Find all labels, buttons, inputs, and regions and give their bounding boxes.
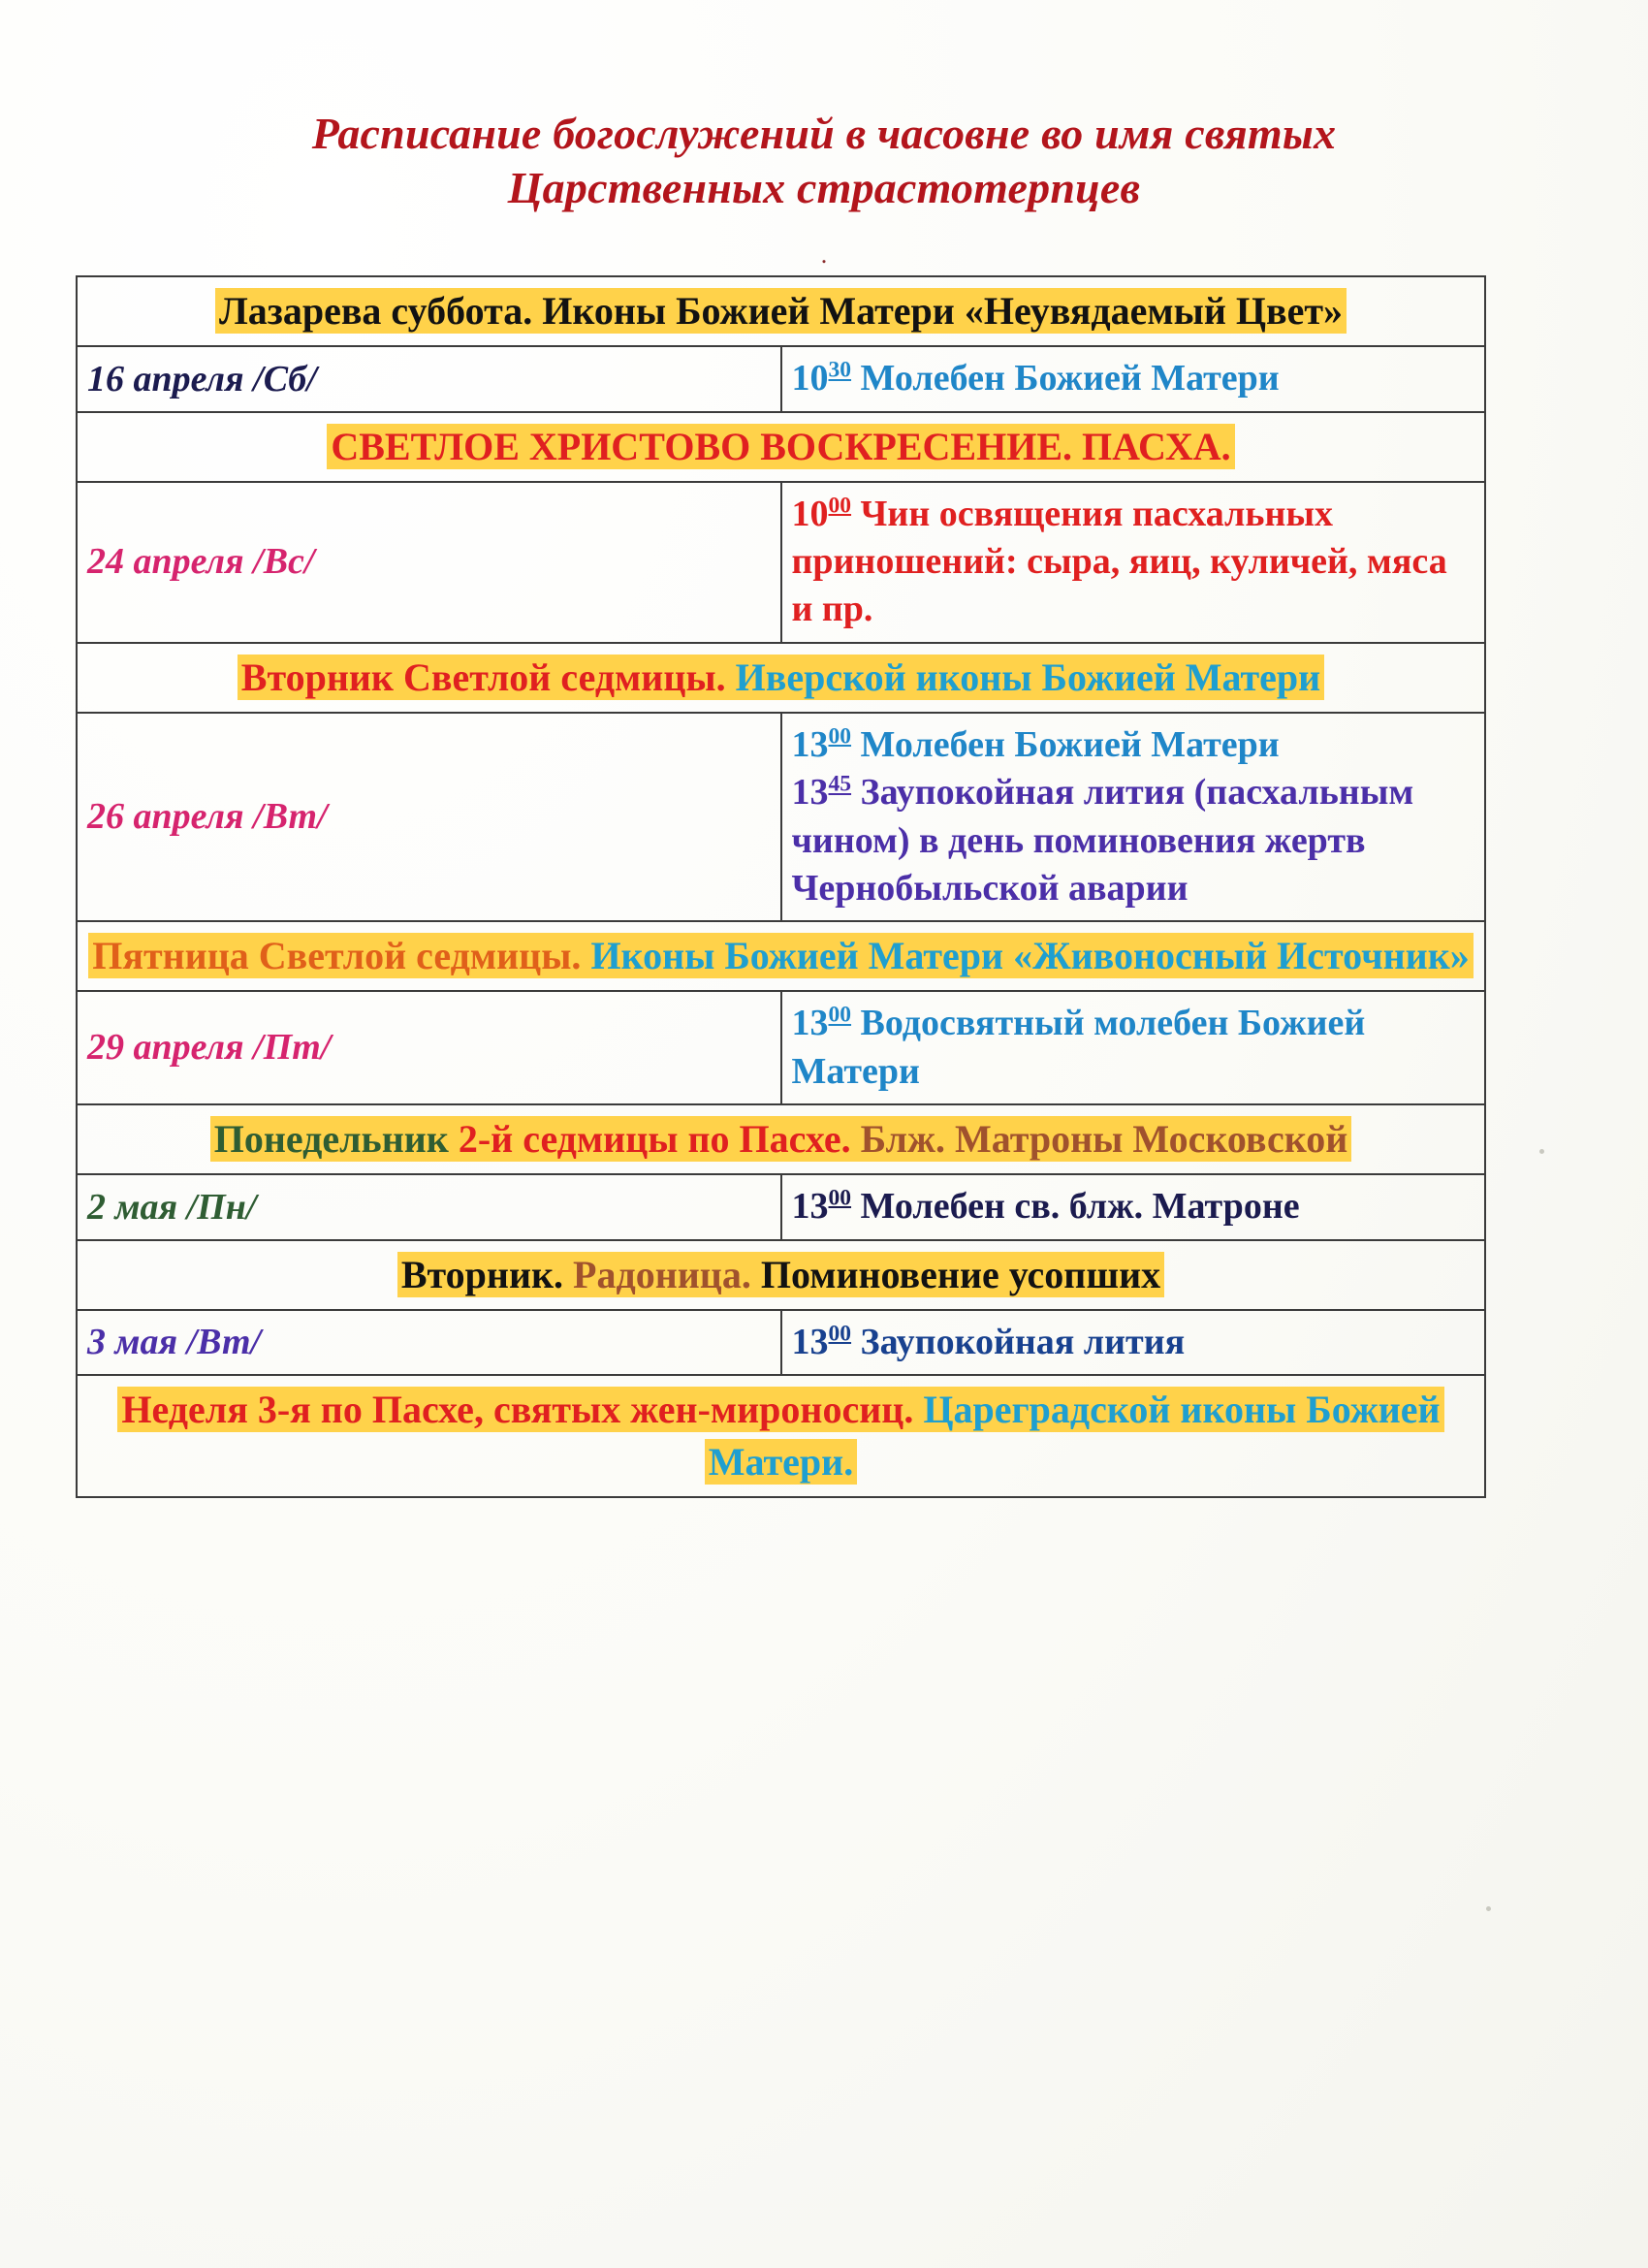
- header-text-part: Лазарева суббота. Иконы Божией Матери: [218, 289, 955, 334]
- highlighted-header-text: [238, 655, 1324, 700]
- event-description: Водосвятный молебен Божией Матери: [791, 1003, 1366, 1092]
- event-time-hour: 10: [791, 493, 829, 534]
- highlighted-header-text: [117, 1387, 1443, 1485]
- schedule-header-row: [77, 276, 1485, 346]
- schedule-event: [792, 491, 1475, 634]
- schedule-header-cell: [77, 412, 1485, 482]
- table-row: [77, 713, 1485, 922]
- event-description: Молебен Божией Матери: [851, 358, 1280, 399]
- schedule-header-row: [77, 412, 1485, 482]
- event-time-minutes: 00: [828, 1002, 852, 1028]
- event-description: Молебен Божией Матери: [851, 723, 1280, 765]
- event-time-minutes: 00: [828, 1185, 852, 1211]
- event-description: Молебен св. блж. Матроне: [851, 1186, 1300, 1228]
- schedule-date-cell: 24 апреля /Вс/: [77, 482, 781, 643]
- schedule-events-cell: [781, 991, 1486, 1104]
- schedule-event: [792, 1000, 1475, 1096]
- schedule-date-cell: 16 апреля /Сб/: [77, 346, 781, 411]
- schedule-event: [792, 721, 1475, 769]
- paper-speck: [1486, 1906, 1491, 1911]
- schedule-table: [76, 275, 1486, 1498]
- schedule-header-row: [77, 643, 1485, 713]
- event-time-hour: 13: [791, 1003, 829, 1044]
- schedule-event: [792, 1183, 1475, 1230]
- event-time-hour: 13: [791, 723, 829, 765]
- schedule-date-cell: 2 мая /Пн/: [77, 1174, 781, 1239]
- schedule-date-cell: 29 апреля /Пт/: [77, 991, 781, 1104]
- header-text-part: Понедельник: [213, 1117, 459, 1162]
- schedule-event: [792, 1319, 1475, 1366]
- schedule-header-row: [77, 921, 1485, 991]
- header-text-part: Поминовение усопших: [760, 1252, 1161, 1296]
- schedule-event: [792, 355, 1475, 402]
- schedule-date-cell: 3 мая /Вт/: [77, 1310, 781, 1375]
- schedule-header-cell: [77, 276, 1485, 346]
- event-time-minutes: 30: [828, 357, 852, 383]
- schedule-event: [792, 769, 1475, 912]
- header-text-part: Блж. Матроны Московской: [860, 1117, 1348, 1162]
- event-time-hour: 10: [791, 358, 829, 399]
- event-time-hour: 13: [791, 1321, 829, 1362]
- highlighted-header-text: [215, 288, 1347, 334]
- event-time-minutes: 00: [828, 1320, 852, 1346]
- event-time-hour: 13: [791, 1186, 829, 1228]
- schedule-events-cell: [781, 1310, 1486, 1375]
- table-row: [77, 1310, 1485, 1375]
- highlighted-header-text: [327, 424, 1234, 469]
- highlighted-header-text: [210, 1116, 1352, 1162]
- table-row: [77, 482, 1485, 643]
- header-text-part: 2-й седмицы по Пасхе.: [458, 1117, 861, 1162]
- schedule-header-row: [77, 1240, 1485, 1310]
- highlighted-header-text: [88, 933, 1474, 978]
- title-line-1: Расписание богослужений в часовне во имя святых: [311, 109, 1337, 158]
- header-text-part: Пятница Светлой седмицы.: [92, 934, 591, 978]
- schedule-header-cell: [77, 1104, 1485, 1174]
- schedule-header-cell: [77, 1240, 1485, 1310]
- schedule-date-cell: 26 апреля /Вт/: [77, 713, 781, 922]
- table-row: [77, 991, 1485, 1104]
- highlighted-header-text: [397, 1252, 1164, 1297]
- header-text-part: Вторник Светлой седмицы.: [240, 655, 736, 699]
- header-text-part: Радоница.: [573, 1252, 761, 1296]
- table-row: [77, 346, 1485, 411]
- schedule-header-cell: [77, 643, 1485, 713]
- event-description: Чин освящения пасхальных приношений: сыра, яиц, куличей, мяса и пр.: [791, 493, 1447, 630]
- event-time-minutes: 00: [828, 492, 852, 518]
- header-text-part: СВЕТЛОЕ ХРИСТОВО ВОСКРЕСЕНИЕ. ПАСХА.: [331, 424, 1231, 468]
- schedule-events-cell: [781, 1174, 1486, 1239]
- schedule-events-cell: [781, 713, 1486, 922]
- event-time-hour: 13: [791, 772, 829, 814]
- header-text-part: Неделя 3-я по Пасхе, святых жен-мироносиц.: [121, 1387, 914, 1431]
- header-text-part: Цареградской иконы Божией Матери.: [708, 1387, 1441, 1484]
- schedule-events-cell: [781, 346, 1486, 411]
- event-description: Заупокойная лития: [851, 1321, 1186, 1362]
- event-description: Заупокойная лития (пасхальным чином) в день поминовения жертв Чернобыльской аварии: [791, 772, 1414, 909]
- header-text-part: Вторник.: [400, 1252, 574, 1296]
- table-row: [77, 1174, 1485, 1239]
- header-text-part: Иверской иконы Божией Матери: [735, 655, 1321, 699]
- schedule-header-row: [77, 1104, 1485, 1174]
- title-line-2: Царственных страстотерпцев: [507, 163, 1141, 213]
- header-text-part: Иконы Божией Матери «Живоносный Источник»: [590, 934, 1470, 978]
- schedule-events-cell: [781, 482, 1486, 643]
- event-time-minutes: 00: [828, 723, 852, 750]
- event-time-minutes: 45: [828, 771, 852, 797]
- paper-speck: [1539, 1149, 1544, 1154]
- schedule-header-cell: [77, 921, 1485, 991]
- title-separator-dot: .: [820, 240, 828, 270]
- page-title: [145, 107, 1503, 215]
- header-text-part: «Неувядаемый Цвет»: [964, 289, 1344, 334]
- schedule-header-row: [77, 1375, 1485, 1497]
- schedule-header-cell: [77, 1375, 1485, 1497]
